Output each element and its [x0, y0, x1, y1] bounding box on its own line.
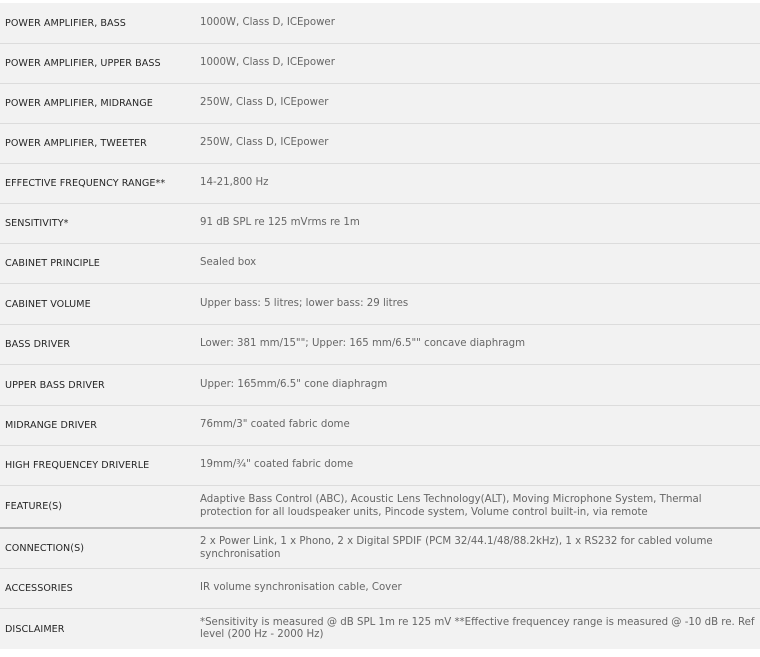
spec-label: CABINET PRINCIPLE	[5, 258, 100, 269]
spec-value: 250W, Class D, ICEpower	[200, 97, 329, 109]
spec-row	[0, 44, 760, 84]
spec-table	[0, 3, 760, 649]
spec-row	[0, 406, 760, 446]
spec-value: 76mm/3" coated fabric dome	[200, 419, 350, 431]
spec-label: HIGH FREQUENCEY DRIVERLE	[5, 460, 150, 471]
spec-row	[0, 3, 760, 44]
spec-value: 91 dB SPL re 125 mVrms re 1m	[200, 217, 360, 229]
spec-row	[0, 609, 760, 649]
spec-row	[0, 284, 760, 325]
spec-label: MIDRANGE DRIVER	[5, 420, 97, 431]
spec-label: SENSITIVITY*	[5, 218, 69, 229]
spec-label: POWER AMPLIFIER, BASS	[5, 17, 126, 29]
spec-row	[0, 529, 760, 569]
spec-value: Adaptive Bass Control (ABC), Acoustic Lens Technology(ALT), Moving Microphone System, Thermal protection for all loudspeaker units, Pincode system, Volume control built-in, via remote	[200, 494, 702, 518]
spec-row	[0, 569, 760, 609]
spec-label: CABINET VOLUME	[5, 298, 91, 310]
spec-label: DISCLAIMER	[5, 623, 65, 635]
spec-value: 1000W, Class D, ICEpower	[200, 16, 335, 28]
spec-row	[0, 204, 760, 244]
spec-label: EFFECTIVE FREQUENCY RANGE**	[5, 178, 166, 189]
spec-row	[0, 84, 760, 124]
spec-value: 2 x Power Link, 1 x Phono, 2 x Digital SPDIF (PCM 32/44.1/48/88.2kHz), 1 x RS232 for cabled volume synchronisation	[200, 536, 713, 560]
spec-row	[0, 325, 760, 365]
spec-row	[0, 124, 760, 164]
spec-value: Upper bass: 5 litres; lower bass: 29 litres	[200, 297, 409, 309]
spec-label: ACCESSORIES	[5, 583, 73, 594]
spec-label: CONNECTION(S)	[5, 543, 85, 554]
spec-label: POWER AMPLIFIER, MIDRANGE	[5, 98, 153, 109]
spec-label: FEATURE(S)	[5, 501, 63, 512]
spec-row	[0, 365, 760, 406]
spec-value: 1000W, Class D, ICEpower	[200, 57, 335, 69]
spec-value: 19mm/¾" coated fabric dome	[200, 459, 354, 471]
spec-value: 250W, Class D, ICEpower	[200, 137, 329, 149]
spec-label: POWER AMPLIFIER, UPPER BASS	[5, 58, 161, 69]
spec-value: 14-21,800 Hz	[200, 177, 269, 189]
spec-label: UPPER BASS DRIVER	[5, 379, 105, 391]
spec-value: IR volume synchronisation cable, Cover	[200, 582, 402, 594]
spec-value: Lower: 381 mm/15""; Upper: 165 mm/6.5"" concave diaphragm	[200, 338, 526, 350]
spec-row	[0, 164, 760, 204]
spec-value: Upper: 165mm/6.5" cone diaphragm	[200, 378, 388, 390]
spec-row	[0, 446, 760, 486]
spec-row	[0, 486, 760, 529]
spec-row	[0, 244, 760, 284]
spec-value: Sealed box	[200, 257, 257, 269]
spec-label: BASS DRIVER	[5, 339, 71, 350]
spec-label: POWER AMPLIFIER, TWEETER	[5, 138, 147, 149]
spec-value: *Sensitivity is measured @ dB SPL 1m re 125 mV **Effective frequencey range is measured @ -10 dB re. Ref level (200 Hz - 2000 Hz)	[200, 616, 755, 640]
